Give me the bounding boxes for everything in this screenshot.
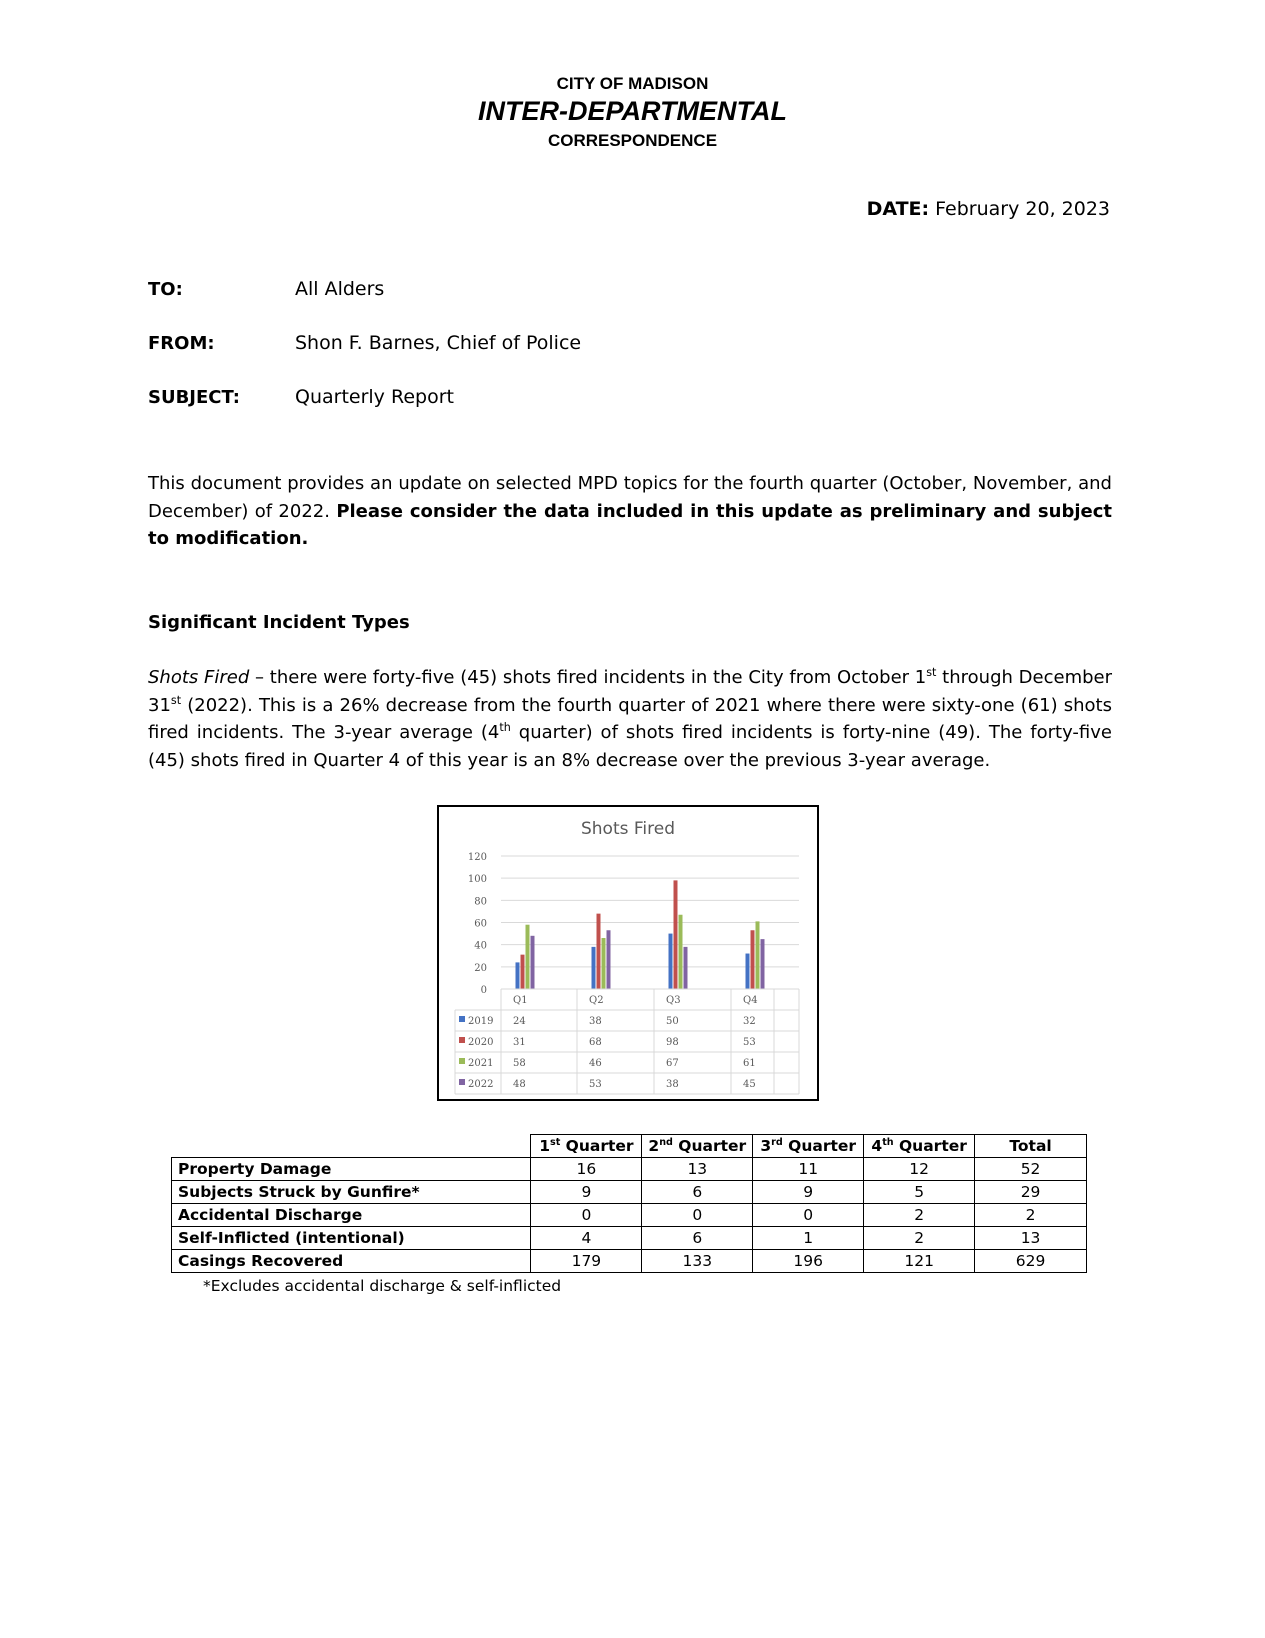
bar-2019-Q1 xyxy=(516,962,520,989)
to-value: All Alders xyxy=(295,278,385,300)
legend-label: 2019 xyxy=(468,1016,494,1027)
table-cell: 133 xyxy=(642,1250,753,1273)
table-cell: 13 xyxy=(642,1158,753,1181)
header-total: Total xyxy=(975,1135,1087,1158)
subject-label: SUBJECT: xyxy=(148,387,240,408)
bar-2022-Q3 xyxy=(684,947,688,989)
data-label: 32 xyxy=(743,1016,756,1027)
table-cell: 4 xyxy=(531,1227,642,1250)
table-cell: 1 xyxy=(753,1227,864,1250)
y-tick-label: 100 xyxy=(467,874,487,886)
data-label: 58 xyxy=(513,1058,526,1069)
table-footnote: *Excludes accidental discharge & self-inflicted xyxy=(203,1277,562,1295)
to-label: TO: xyxy=(148,279,183,300)
table-cell: 16 xyxy=(531,1158,642,1181)
chart-title: Shots Fired xyxy=(580,819,676,839)
shots-part-2: through December 31 xyxy=(148,667,1112,716)
bar-2020-Q2 xyxy=(597,914,601,989)
data-label: 46 xyxy=(589,1058,602,1069)
bar-2019-Q2 xyxy=(592,947,596,989)
y-tick-label: 120 xyxy=(467,852,487,863)
table-row xyxy=(172,1250,1087,1273)
table-cell: 179 xyxy=(531,1250,642,1273)
letterhead-city: CITY OF MADISON xyxy=(556,74,709,93)
legend-swatch-2019 xyxy=(459,1016,465,1022)
row-label: Accidental Discharge xyxy=(172,1204,531,1227)
y-tick-label: 60 xyxy=(474,918,487,930)
shots-sup-3: th xyxy=(499,721,511,734)
bar-2021-Q2 xyxy=(602,938,606,989)
table-cell: 6 xyxy=(642,1227,753,1250)
table-cell: 0 xyxy=(753,1204,864,1227)
shots-stats-table xyxy=(171,1134,1087,1273)
header-q3: 3rd Quarter xyxy=(753,1135,864,1158)
bar-2021-Q1 xyxy=(526,925,530,989)
table-cell: 9 xyxy=(531,1181,642,1204)
table-cell: 13 xyxy=(975,1227,1087,1250)
from-label: FROM: xyxy=(148,333,215,354)
table-row xyxy=(172,1181,1087,1204)
table-cell: 5 xyxy=(864,1181,975,1204)
y-tick-label: 40 xyxy=(474,940,487,952)
data-label: 48 xyxy=(513,1079,526,1090)
shots-fired-chart xyxy=(437,805,819,1101)
data-label: 98 xyxy=(666,1037,679,1048)
bar-2021-Q4 xyxy=(756,921,760,989)
table-cell: 0 xyxy=(642,1204,753,1227)
table-row xyxy=(172,1227,1087,1250)
shots-fired-paragraph xyxy=(148,664,1112,774)
table-cell: 11 xyxy=(753,1158,864,1181)
data-label: 61 xyxy=(743,1058,756,1069)
data-label: 50 xyxy=(666,1016,679,1027)
bar-2020-Q1 xyxy=(521,955,525,989)
table-row xyxy=(172,1204,1087,1227)
table-cell: 52 xyxy=(975,1158,1087,1181)
date-value: February 20, 2023 xyxy=(935,198,1110,220)
shots-part-4: quarter) of shots fired incidents is forty-nine (49). The forty-five (45) shots fired in Quarter 4 of this year is an 8% decrease over the previous 3-year average. xyxy=(148,722,1112,771)
legend-label: 2020 xyxy=(468,1037,494,1048)
header-q1: 1st Quarter xyxy=(531,1135,642,1158)
table-cell: 629 xyxy=(975,1250,1087,1273)
table-cell: 121 xyxy=(864,1250,975,1273)
intro-bold-note: Please consider the data included in this update as preliminary and subject to modification. xyxy=(148,500,1112,549)
letterhead-title: INTER-DEPARTMENTAL xyxy=(478,96,787,126)
intro-paragraph xyxy=(148,470,1112,553)
shots-fired-lead: Shots Fired xyxy=(148,667,250,688)
table-cell: 12 xyxy=(864,1158,975,1181)
table-cell: 0 xyxy=(531,1204,642,1227)
category-label: Q3 xyxy=(666,995,681,1006)
shots-sup-2: st xyxy=(170,693,182,707)
intro-text: This document provides an update on selected MPD topics for the fourth quarter (October, November, and December) of 2022. xyxy=(148,473,1112,522)
bar-2022-Q4 xyxy=(761,939,765,989)
header-q2: 2nd Quarter xyxy=(642,1135,753,1158)
data-label: 38 xyxy=(666,1079,679,1090)
bar-2019-Q3 xyxy=(669,934,673,989)
data-label: 53 xyxy=(589,1079,602,1090)
legend-swatch-2022 xyxy=(459,1079,465,1085)
table-cell: 2 xyxy=(864,1204,975,1227)
y-tick-label: 0 xyxy=(480,985,487,996)
data-label: 31 xyxy=(513,1037,526,1048)
memo-date xyxy=(867,198,1110,220)
chart-svg xyxy=(439,807,817,1099)
row-label: Property Damage xyxy=(172,1158,531,1181)
data-label: 38 xyxy=(589,1016,602,1027)
table-row xyxy=(172,1158,1087,1181)
data-label: 67 xyxy=(666,1058,679,1069)
table-cell: 196 xyxy=(753,1250,864,1273)
subject-value: Quarterly Report xyxy=(295,386,454,408)
shots-part-1: – there were forty-five (45) shots fired incidents in the City from October 1 xyxy=(249,667,927,688)
legend-swatch-2021 xyxy=(459,1058,465,1064)
table-header-row xyxy=(172,1135,1087,1158)
y-tick-label: 20 xyxy=(474,962,487,974)
category-label: Q1 xyxy=(513,995,528,1006)
bar-2021-Q3 xyxy=(679,915,683,989)
data-label: 45 xyxy=(743,1079,756,1090)
table-corner xyxy=(172,1135,531,1158)
header-q4: 4th Quarter xyxy=(864,1135,975,1158)
bar-2020-Q3 xyxy=(674,880,678,989)
table-cell: 29 xyxy=(975,1181,1087,1204)
bar-2022-Q1 xyxy=(531,936,535,989)
letterhead-subtitle: CORRESPONDENCE xyxy=(547,131,718,150)
from-value: Shon F. Barnes, Chief of Police xyxy=(295,332,582,354)
table-cell: 2 xyxy=(864,1227,975,1250)
category-label: Q4 xyxy=(743,995,758,1006)
legend-label: 2021 xyxy=(468,1058,494,1069)
table-cell: 9 xyxy=(753,1181,864,1204)
data-label: 24 xyxy=(513,1016,526,1027)
table-cell: 6 xyxy=(642,1181,753,1204)
row-label: Subjects Struck by Gunfire* xyxy=(172,1181,531,1204)
section-title: Significant Incident Types xyxy=(148,612,410,633)
bar-2019-Q4 xyxy=(746,954,750,989)
shots-sup-1: st xyxy=(926,666,937,679)
shots-part-3: (2022). This is a 26% decrease from the fourth quarter of 2021 where there were sixty-one (61) shots fired incidents. The 3-year average (4 xyxy=(148,694,1112,743)
category-label: Q2 xyxy=(589,995,604,1006)
row-label: Self-Inflicted (intentional) xyxy=(172,1227,531,1250)
bar-2022-Q2 xyxy=(607,930,611,989)
legend-swatch-2020 xyxy=(459,1037,465,1043)
date-label: DATE: xyxy=(866,198,930,220)
data-label: 53 xyxy=(743,1037,756,1048)
legend-label: 2022 xyxy=(468,1079,494,1090)
row-label: Casings Recovered xyxy=(172,1250,531,1273)
y-tick-label: 80 xyxy=(474,896,487,908)
table-cell: 2 xyxy=(975,1204,1087,1227)
data-label: 68 xyxy=(589,1037,602,1048)
bar-2020-Q4 xyxy=(751,930,755,989)
